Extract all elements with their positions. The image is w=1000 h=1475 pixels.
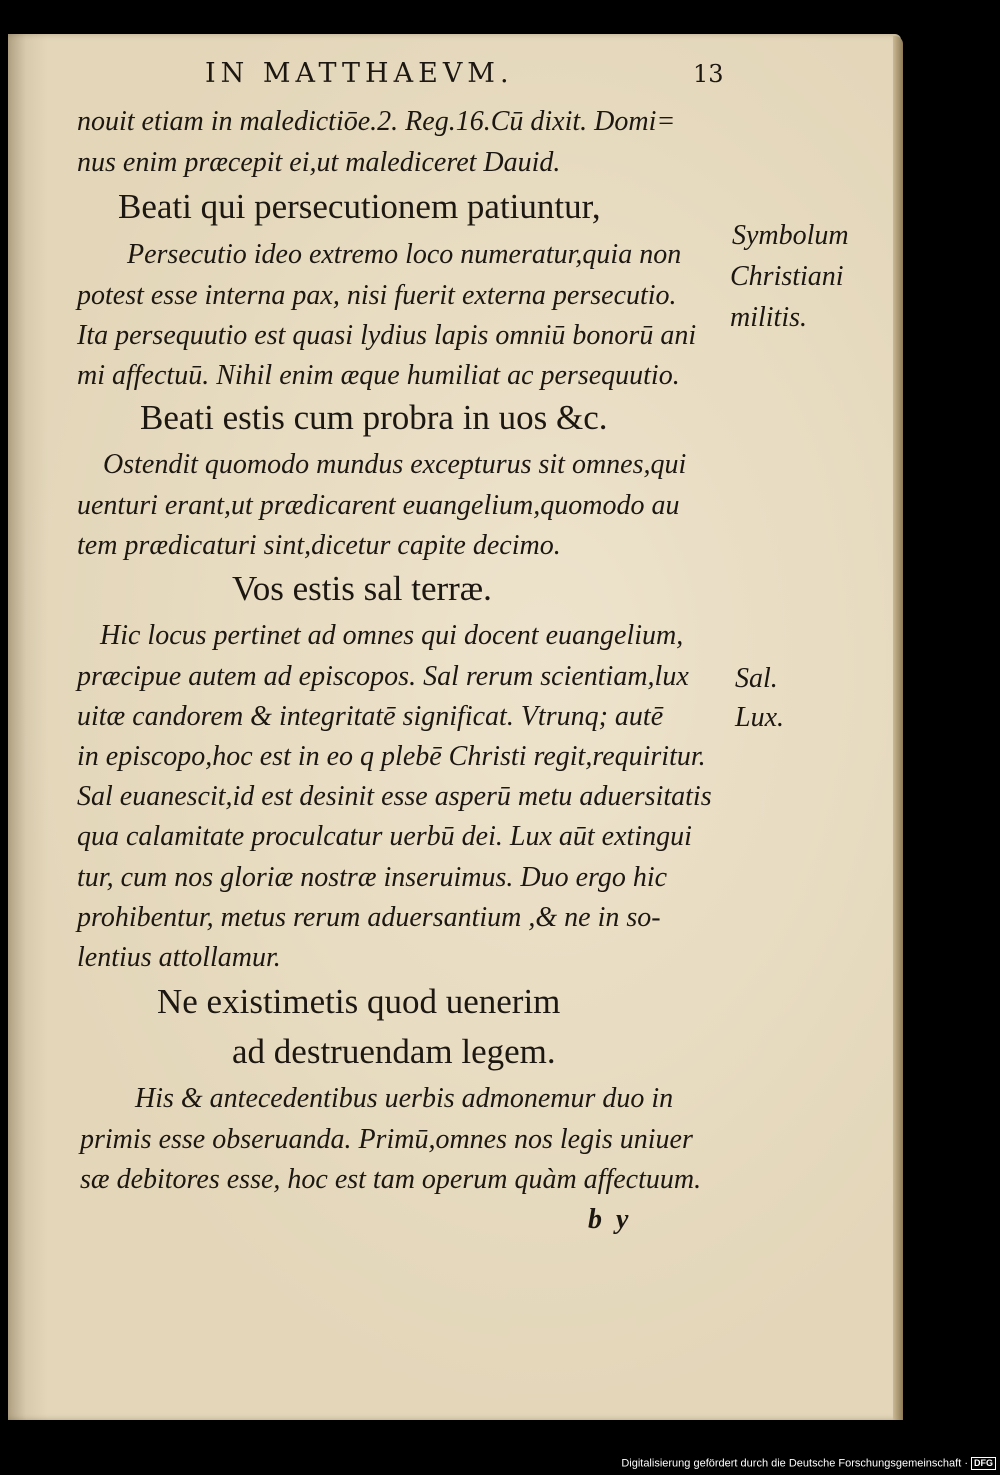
signature-mark: b y [588,1204,629,1235]
body-line: mi affectuū. Nihil enim æque humiliat ac persequutio. [77,360,680,391]
body-line: Hic locus pertinet ad omnes qui docent euangelium, [100,620,684,651]
body-line: primis esse obseruanda. Primū,omnes nos legis uniuer [80,1124,693,1155]
section-heading: Beati estis cum probra in uos &c. [140,398,608,437]
margin-note: Symbolum [732,220,849,251]
body-line: His & antecedentibus uerbis admonemur duo in [135,1083,674,1114]
body-line: tur, cum nos gloriæ nostræ inseruimus. Duo ergo hic [77,862,668,893]
body-line: Ostendit quomodo mundus excepturus sit omnes,qui [103,449,687,480]
page-number: 13 [693,60,724,88]
margin-note-sal: Sal. [735,663,778,694]
section-heading: Ne existimetis quod uenerim [157,982,561,1021]
section-heading: Beati qui persecutionem patiuntur, [118,187,601,226]
credit-text: Digitalisierung gefördert durch die Deutsche Forschungsgemeinschaft · [621,1457,968,1470]
body-line: sæ debitores esse, hoc est tam operum quàm affectuum. [80,1164,702,1195]
body-line: præcipue autem ad episcopos. Sal rerum scientiam,lux [77,661,689,692]
section-heading: Vos estis sal terræ. [232,569,492,608]
body-line: nouit etiam in maledictiōe.2. Reg.16.Cū dixit. Domi= [77,106,676,137]
body-line: uitæ candorem & integritatē significat. Vtrunq; autē [77,701,664,732]
body-line: nus enim præcepit ei,ut malediceret Dauid. [77,147,561,178]
body-line: qua calamitate proculcatur uerbū dei. Lux aūt extingui [77,821,692,852]
margin-note: Christiani [730,261,844,292]
body-line: uenturi erant,ut prædicarent euangelium,quomodo au [77,490,680,521]
body-line: in episcopo,hoc est in eo q plebē Christi regit,requiritur. [77,741,706,772]
body-line: lentius attollamur. [77,942,281,973]
page-edge [893,36,903,1420]
dfg-logo: DFG [971,1457,996,1470]
body-line: Sal euanescit,id est desinit esse asperū metu aduersitatis [77,781,712,812]
section-heading: ad destruendam legem. [232,1032,556,1071]
body-line: Persecutio ideo extremo loco numeratur,quia non [127,239,682,270]
footer-credit [621,1457,996,1470]
body-line: Ita persequutio est quasi lydius lapis omniū bonorū ani [77,320,697,351]
margin-note-lux: Lux. [735,702,784,733]
margin-note: militis. [730,302,808,333]
body-line: prohibentur, metus rerum aduersantium ,& ne in so- [77,902,661,933]
body-line: tem prædicaturi sint,dicetur capite decimo. [77,530,561,561]
running-title: IN MATTHAEVM. [205,58,514,89]
body-line: potest esse interna pax, nisi fuerit externa persecutio. [77,280,677,311]
